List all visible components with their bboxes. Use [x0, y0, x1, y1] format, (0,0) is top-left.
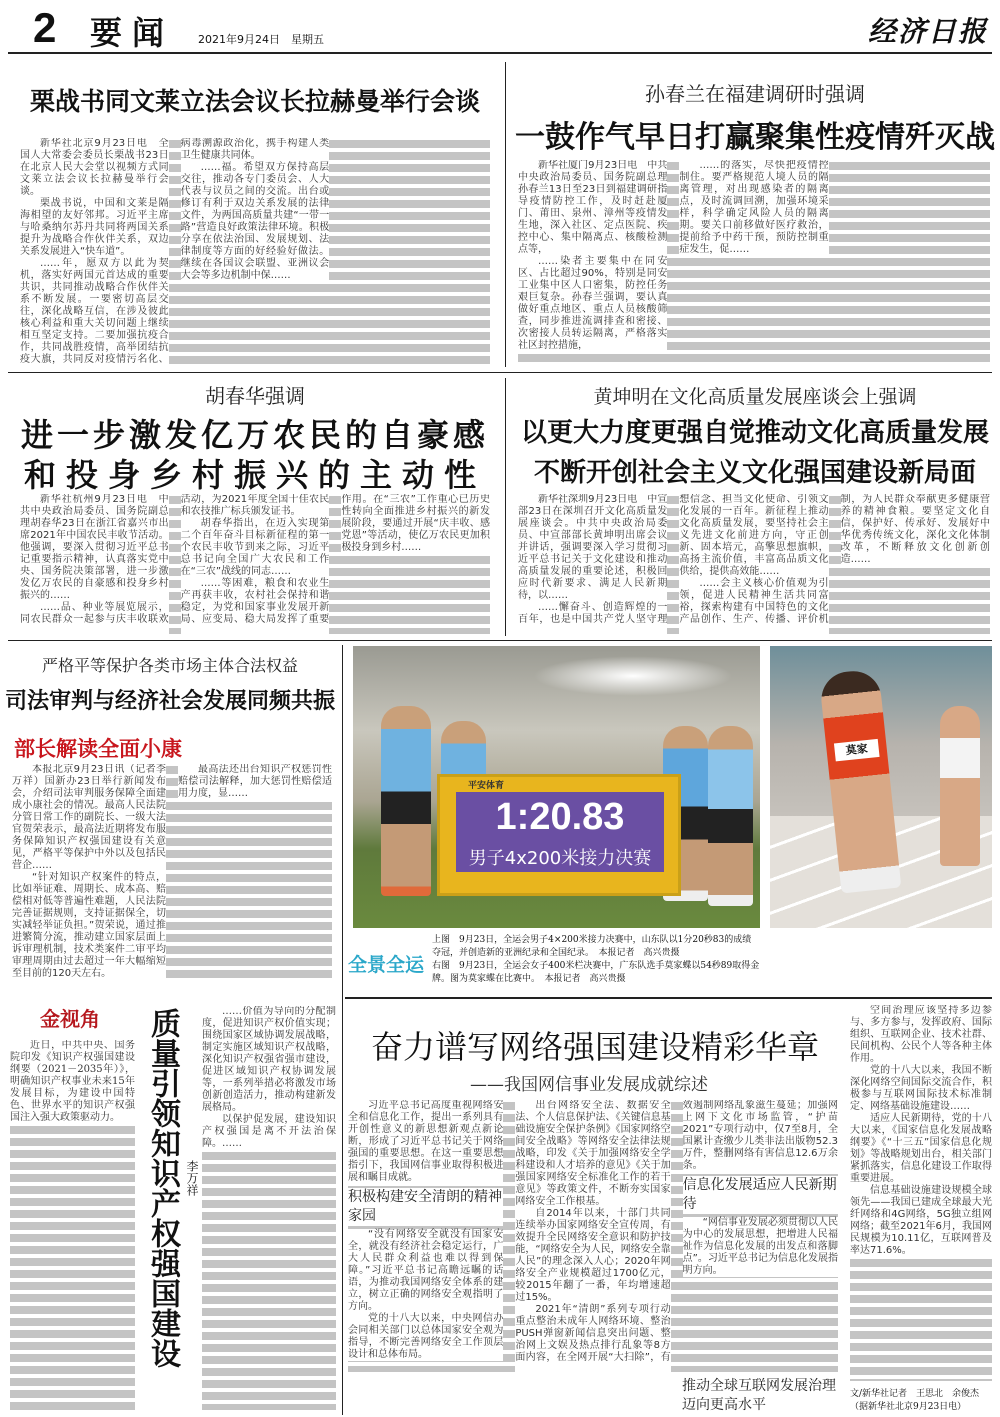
- paragraph: ……的落实，尽快把疫情控制住。要严格规范人境人员的隔离管理，对出现感染者的隔离点，及时流调回溯，加强环境采样，科学确定风险人员的隔离期。要关口前移做好医疗救治，提前给予中药干预，预防控制重症发生，促……: [679, 160, 829, 255]
- paragraph: 党的十八大以来，中央网信办会同相关部门以总体国家安全观为指导，不断完善网络安全工作顶层设计和总体布局。: [348, 1313, 504, 1360]
- paragraph: “网信事业发展必须贯彻以人民为中心的发展思想，把增进人民福祉作为信息化发展的出发点和落脚点”。习近平总书记为信息化发展指明方向。: [682, 1217, 838, 1276]
- commentary-body-left: [10, 1040, 135, 1410]
- kicker: 严格平等保护各类市场主体合法权益: [41, 656, 298, 675]
- relay-team-photo: [353, 646, 760, 928]
- headline-line-2: 不断开创社会主义文化强国建设新局面: [533, 458, 976, 488]
- paragraph: 栗战书说，中国和文莱是隔海相望的友好邻邦。习近平主席与哈桑纳尔苏丹共同将两国关系提升为战略合作伙伴关系，双边关系发展进入“快车道”。: [20, 198, 169, 257]
- headline-line-1: 以更大力度更强自觉推动文化高质量发展: [520, 418, 989, 448]
- headline: 司法审判与经济社会发展同频共振: [5, 688, 336, 714]
- article-body-right-column: [850, 1005, 992, 1381]
- column-divider: [342, 645, 343, 1415]
- paragraph: 胡春华指出，在迈入实现第二个百年奋斗目标新征程的第一个农民丰收节到来之际，习近平总书记向全国广大农民和工作在“三农”战线的同志……: [180, 518, 330, 577]
- page-number: 2: [33, 4, 57, 51]
- scoreboard-event: 男子4x200米接力决赛: [468, 848, 652, 869]
- paragraph: 新华社深圳9月23日电 中宣部23日在深圳召开文化高质量发展座谈会。中共中央政治局委员、中宣部部长黄坤明出席会议并讲话，强调要深入学习贯彻习近平总书记关于文化建设和推动高质量发展的重要论述，积极回应时代新要求、满足人民新期待，以……: [518, 494, 668, 601]
- section-rule: [8, 372, 992, 373]
- paragraph: 本报北京9月23日讯（记者李万祥）国新办23日举行新闻发布会，介绍司法审判服务保障全面建成小康社会的情况。最高人民法院分管日常工作的副院长、一级大法官贺荣表示，最高法近期将发布服务保障知识产权强国建设有关意见，严格平等保护中外以及包括民营企……: [12, 764, 166, 871]
- vertical-title: 质量引领知识产权强国建设: [145, 1008, 180, 1368]
- paragraph: 新华社厦门9月23日电 中共中央政治局委员、国务院副总理孙春兰13日至23日到福建调研指导疫情防控工作，及时赶赴厦门、莆田、泉州、漳州等疫情发生地，深入社区、定点医院、疾控中心、集中隔离点、核酸检测点等，: [518, 160, 668, 255]
- article-body: [20, 494, 490, 634]
- paragraph: 最高法还出台知识产权惩罚性赔偿司法解释，加大惩罚性赔偿适用力度，显……: [178, 764, 332, 799]
- subheading: 推动全球互联网发展治理迈向更高水平: [682, 1378, 836, 1413]
- article-body: [20, 138, 490, 366]
- paragraph: 以保护促发展，建设知识产权强国是离不开法治保障。……: [202, 1114, 336, 1149]
- subheading: 信息化发展适应人民新期待: [682, 1177, 837, 1212]
- caption-top: 上图 9月23日，全运会男子4×200米接力决赛中，山东队以1分20秒83的成绩夺冠，并创造新的亚洲纪录和全国纪录。: [432, 935, 752, 958]
- commentary-body-right: [202, 1006, 336, 1410]
- photo-credit: 本报记者 高兴贵摄: [544, 974, 626, 984]
- paragraph: 习近平总书记高度重视网络安全和信息化工作，提出一系列具有开创性意义的新思想新观点新论断，形成了习近平总书记关于网络强国的重要思想。在这一重要思想指引下，我国网信事业取得积极进展和瞩目成就。: [348, 1100, 504, 1183]
- photo-caption: [432, 934, 760, 986]
- kicker: 黄坤明在文化高质量发展座谈会上强调: [593, 386, 917, 408]
- headline: 栗战书同文莱立法会议长拉赫曼举行会谈: [29, 87, 480, 116]
- subheading: 积极构建安全清朗的精神家园: [348, 1189, 502, 1224]
- kicker: 孙春兰在福建调研时强调: [645, 82, 865, 106]
- column-tag: 金视角: [40, 1007, 100, 1031]
- headline-line-1: 进一步激发亿万农民的自豪感: [20, 416, 489, 454]
- paragraph: 适应人民新期待，党的十八大以来，《国家信息化发展战略纲要》《“十三五”国家信息化规划》等战略规划出台，相关部门紧抓落实，信息化建设工作取得重要进展。: [850, 1113, 992, 1184]
- photo-credit: 本报记者 高兴贵摄: [598, 948, 680, 958]
- subtitle: ——我国网信事业发展成就综述: [470, 1075, 708, 1095]
- headline: 奋力谱写网络强国建设精彩华章: [370, 1028, 819, 1066]
- paragraph: 党的十八大以来，我国不断深化网络空间国际交流合作，积极参与互联网国际技术标准制定、网络基础设施建设……: [850, 1065, 992, 1112]
- article-body: [518, 494, 990, 634]
- paragraph: 新华社杭州9月23日电 中共中央政治局委员、国务院副总理胡春华23日在浙江省嘉兴市出席2021年中国农民丰收节活动。他强调，要深入贯彻习近平总书记重要指示精神，认真落实党中央、国务院决策部署，进一步激发亿万农民的自豪感和投身乡村振兴的……: [20, 494, 169, 601]
- athlete: [940, 706, 980, 866]
- paragraph: ……福。希望双方保持高层交往，推动各专门委员会、人大代表与议员之间的交流。出台或修订有利于双边关系发展的法律文件，为两国高质量共建“一带一路”营造良好政策法律环境。积极分享在依法治国、发展规划、法律制度等方面的好经验好做法。继续在各国议会联盟、亚洲议会大会等多边机制中保……: [180, 162, 330, 281]
- issue-date: 2021年9月24日 星期五: [198, 33, 324, 46]
- paragraph: ……染者主要集中在同安区、占比超过90%，特别是同安工业集中区人口密集，防控任务艰巨复杂。孙春兰强调，要认真做好重点地区、重点人员核酸筛查，同步推进流调排查和密接、次密接人员转运隔离，严格落实社区封控措施，: [518, 256, 668, 351]
- column-tag: 部长解读全面小康: [14, 737, 182, 761]
- paragraph: “针对知识产权案件的特点，比如举证难、周期长、成本高、赔偿相对低等普遍性难题，人民法院完善证据规则，支持证据保全，切实减轻举证负担。”贺荣说，通过推进繁简分流，推动建立国家层面上诉审理机制，技术类案件二审平均审理周期由过去超过一年大幅缩短至目前的120天左右。: [12, 872, 166, 979]
- column-divider: [505, 378, 506, 636]
- scoreboard-brand: 平安体育: [468, 781, 505, 791]
- stadium-lights: [533, 656, 733, 696]
- caption-right: 右图 9月23日，全运会女子400米栏决赛中，广东队选手莫家蝶以54秒89取得金牌。图为莫家蝶在比赛中。: [432, 961, 760, 984]
- article-body: [348, 1100, 838, 1372]
- article-body: [12, 764, 332, 982]
- paragraph: ……懈奋斗、创造辉煌的一百年，也是中国共产党人坚守理想信念、担当文化使命、引领文化发展的一百年。新征程上推动文化高质量发展，要坚持社会主义先进文化前进方向，守正创新、固本培元，高擎思想旗帜，高扬主流价值，丰富高品质文化供给，提供高效能……: [518, 494, 829, 634]
- column-tag: 全景全运: [348, 954, 425, 976]
- race-bib: 莫家: [834, 739, 880, 762]
- byline: 文/新华社记者 王思北 余俊杰 （据新华社北京9月23日电）: [850, 1389, 980, 1412]
- paper-logo: 经济日报: [867, 15, 988, 48]
- scoreboard-screen: [456, 792, 664, 872]
- paragraph: “没有网络安全就没有国家安全，就没有经济社会稳定运行，广大人民群众利益也难以得到保障。”习近平总书记高瞻远瞩的话语，为推动我国网络安全体系的建立，树立正确的网络安全观指明了方向。: [348, 1229, 504, 1312]
- paragraph: 自2014年以来，十部门共同连续举办国家网络安全宣传周，有效提升全民网络安全意识和防护技能，“网络安全为人民，网络安全靠人民”的理念深入人心；2020年网络安全产业规模超过1700亿元，较2015年翻了一番，年均增速超过15%。: [515, 1208, 671, 1303]
- masthead-rule: [8, 52, 992, 54]
- article-body: [518, 160, 990, 366]
- paragraph: ……价值为导向的分配制度，促进知识产权价值实现；围绕国家区域协调发展战略，制定实施区域知识产权战略，深化知识产权强省强市建设，促进区域知识产权协调发展等，一系列举措必将激发市场创新创造活力，推动构建新发展格局。: [202, 1006, 336, 1113]
- section-title: 要闻: [90, 14, 175, 52]
- section-rule: [345, 997, 992, 999]
- paragraph: 出台网络安全法、数据安全法、个人信息保护法、《关键信息基础设施安全保护条例》《国家网络空间安全战略》等网络安全法律法规战略，印发《关于加强网络安全学科建设和人才培养的意见》《关于加强国家网络安全标准化工作的若干意见》等政策文件，不断夯实国家网络安全工作根基。: [515, 1100, 671, 1207]
- kicker: 胡春华强调: [205, 384, 305, 408]
- headline-line-2: 和投身乡村振兴的主动性: [23, 456, 486, 494]
- headline: 一鼓作气早日打赢聚集性疫情歼灭战: [515, 120, 995, 155]
- paragraph: 近日，中共中央、国务院印发《知识产权强国建设纲要（2021－2035年）》，明确知识产权事业未来15年发展目标，为建设中国特色、世界水平的知识产权强国注入强大政策驱动力。: [10, 1040, 135, 1123]
- paragraph: 2021年“清朗”系列专项行动重点整治未成年人网络环境、整治PUSH弹窗新闻信息突出问题、整治网上文娱及热点排行乱象等8方面内容，在全网开展“大扫除”，有效遏制网络乱象滋生蔓延；加强网上网下文化市场监管，“护苗2021”专项行动中，仅7至8月，全国累计查缴少儿类非法出版物52.3万件，整删网络有害信息12.6万余条。: [515, 1100, 838, 1372]
- paragraph: 新华社北京9月23日电 全国人大常委会委员长栗战书23日在北京人民大会堂以视频方式同文莱立法会议长拉赫曼举行会谈。: [20, 138, 169, 197]
- paragraph: 空间治理应该坚持多边参与、多方参与，发挥政府、国际组织、互联网企业、技术社群、民间机构、公民个人等各种主体作用。: [850, 1005, 992, 1064]
- paragraph: ……年，愿双方以此为契机，落实好两国元首达成的重要共识，共同推动战略合作伙伴关系不断发展。一要密切高层交往，深化战略互信，在涉及彼此核心利益和重大关切问题上继续相互坚定支持。二要加强抗疫合作，共同战胜疫情，高举团结抗疫大旗，共同反对疫情污名化、病毒溯源政治化，携手构建人类卫生健康共同体。: [20, 138, 330, 365]
- scoreboard-time: 1:20.83: [495, 796, 625, 838]
- scoreboard: [437, 774, 681, 896]
- paragraph: ……等困难，粮食和农业生产再获丰收，农村社会保持和谐稳定，为党和国家事业发展开新局、应变局、稳大局发挥了重要作用。在“三农”工作重心已历史性转向全面推进乡村振兴的新发展阶段，要通过开展“庆丰收、感党恩”等活动，使亿万农民更加积极投身到乡村……: [181, 494, 490, 634]
- author: 李万祥: [185, 1160, 199, 1196]
- paragraph: ……品、种业等展览展示，同农民群众一起参与庆丰收联欢活动，为2021年度全国十佳农民和农技推广标兵颁发证书。: [20, 494, 329, 634]
- athlete: [708, 726, 753, 906]
- section-rule: [8, 640, 992, 641]
- hurdler-photo: [770, 646, 992, 928]
- paragraph: 信息基础设施建设规模全球领先——我国已建成全球最大光纤网络和4G网络，5G独立组网网络；截至2021年6月，我国网民规模为10.11亿，互联网普及率达71.6%。: [850, 1185, 992, 1256]
- athlete: [381, 706, 431, 896]
- column-divider: [505, 62, 506, 367]
- paragraph: ……会主义核心价值观为引领，促进人民精神生活共同富裕，探索构建有中国特色的文化产品创作、生产、传播、评价机制，为人民群众奉献更多健康营养的精神食粮。要坚定文化自信，保护好、传承好、发展好中华优秀传统文化，深化文化体制改革，不断释放文化创新创造……: [679, 494, 990, 634]
